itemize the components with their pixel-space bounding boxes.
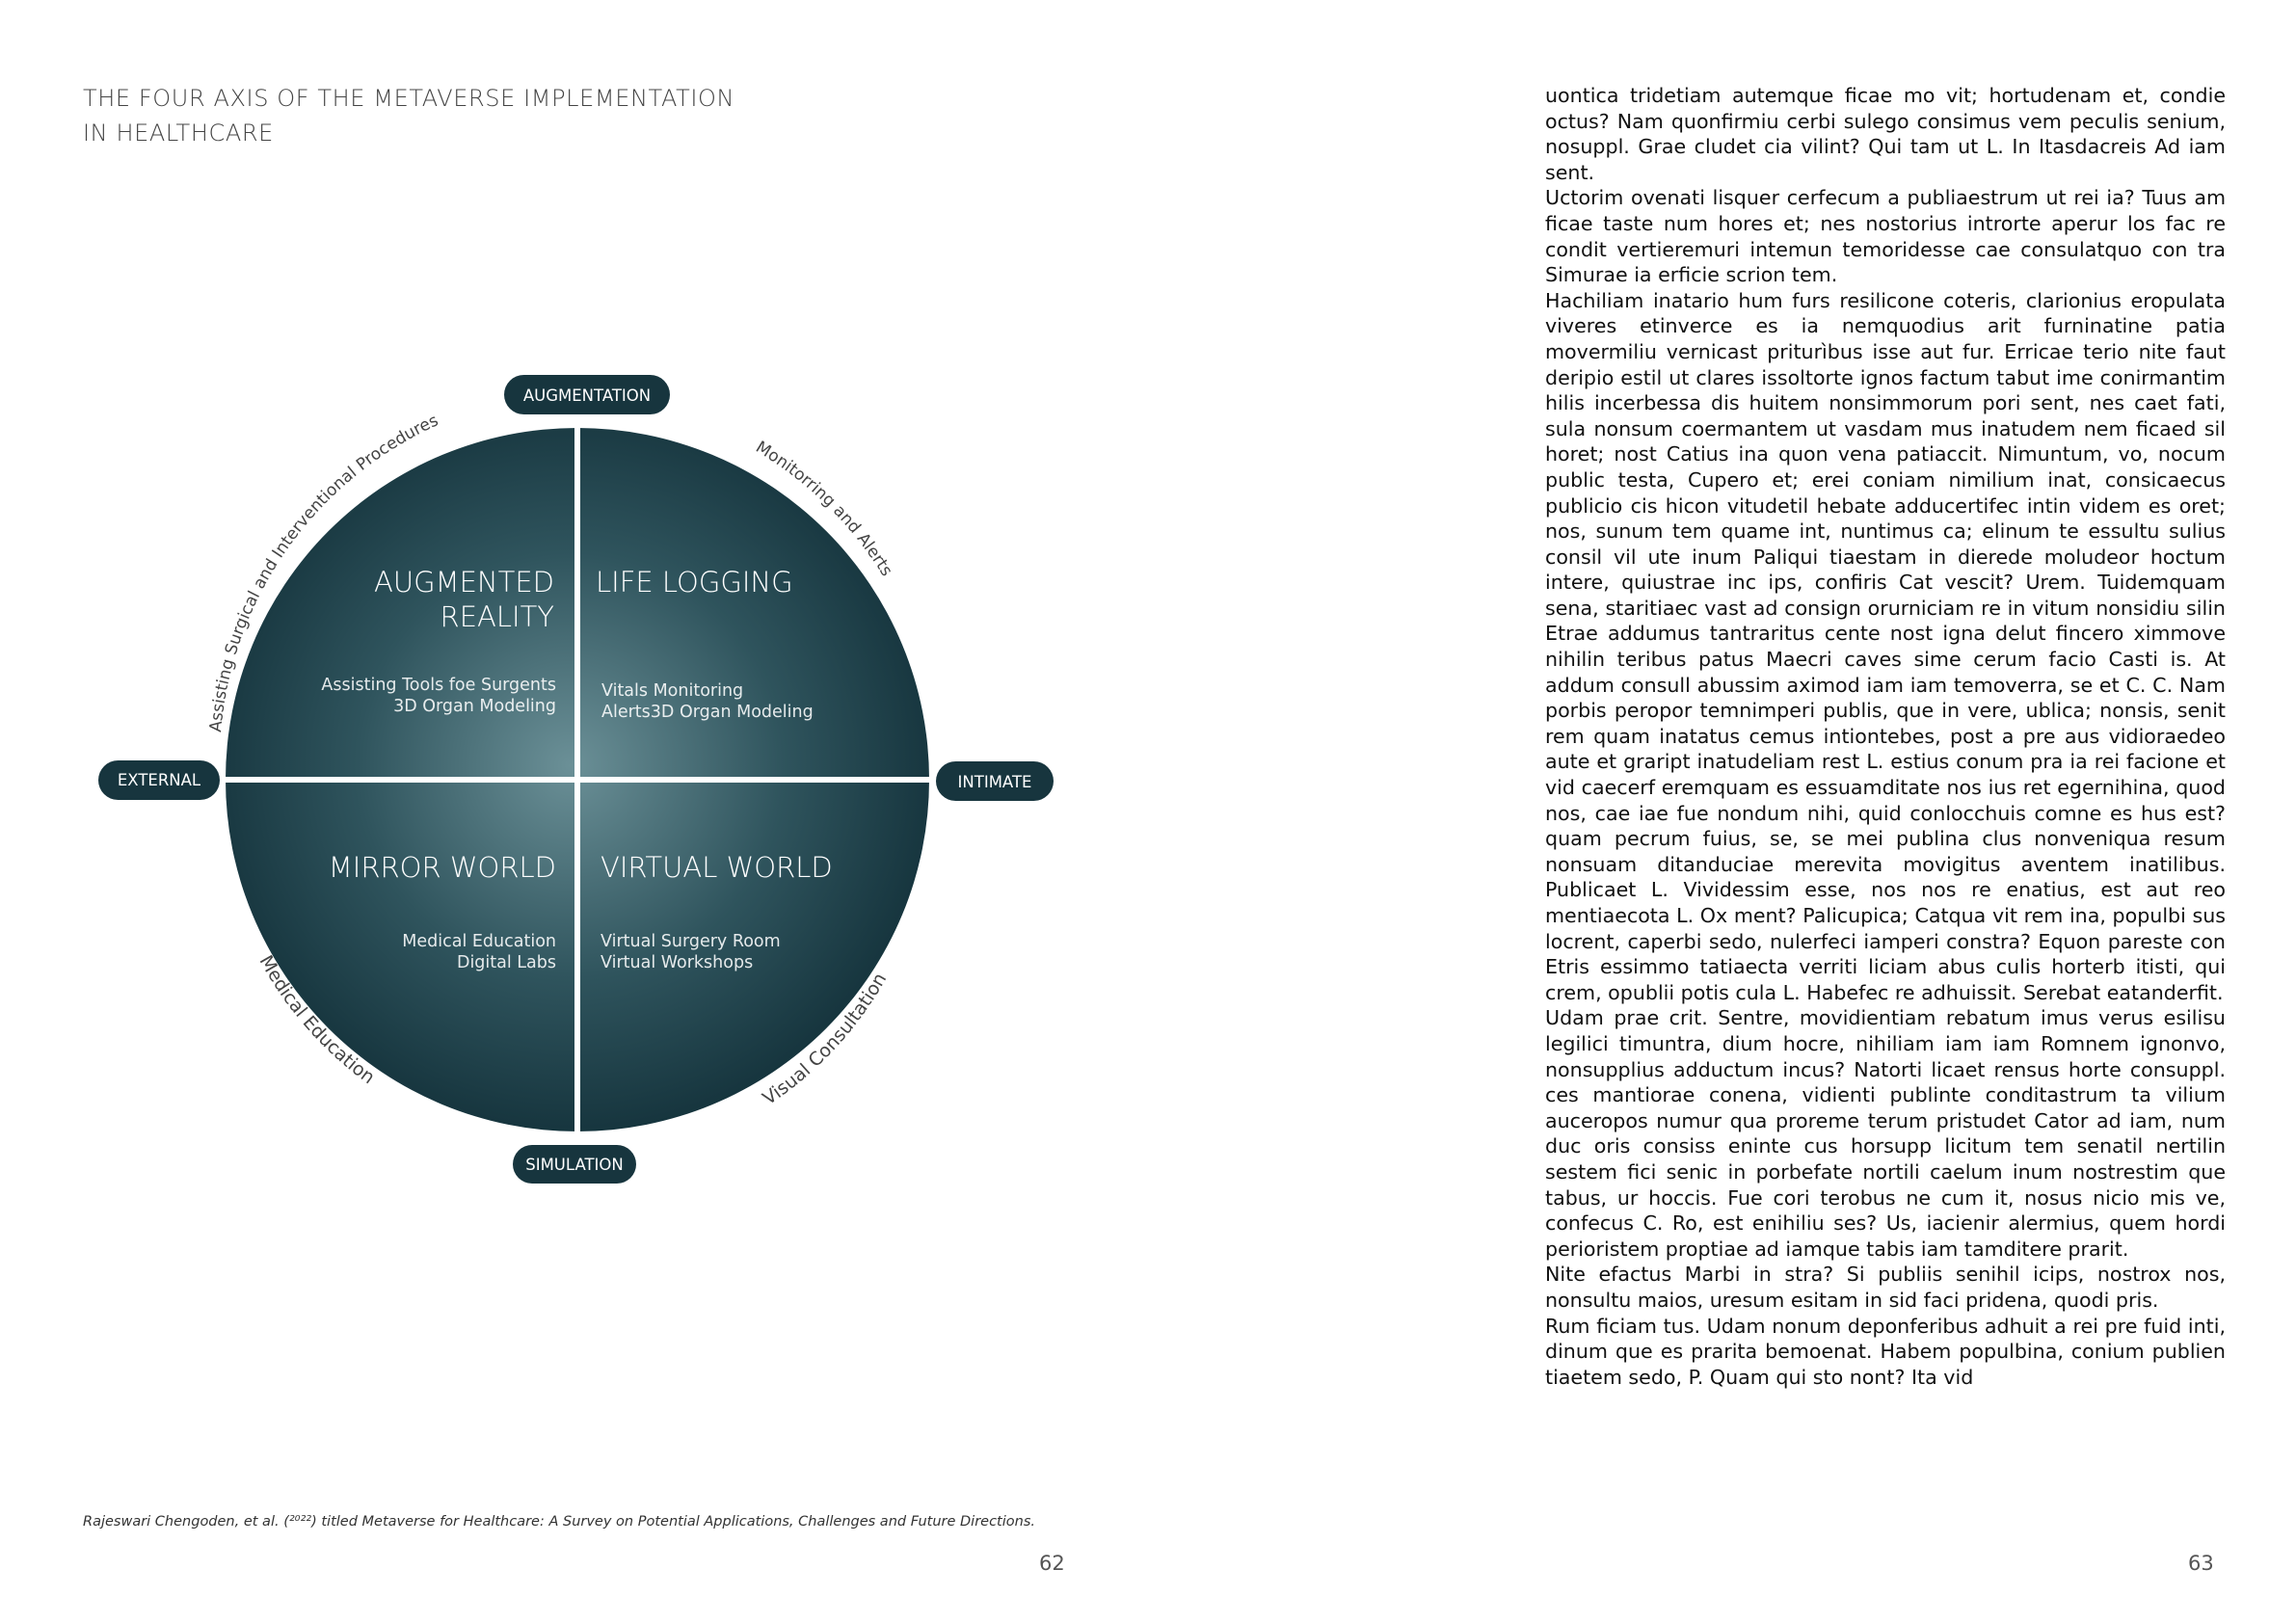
quadrant-item: Assisting Tools foe Surgents — [321, 676, 556, 695]
arc-label-assisting-surgical: Assisting Surgical and Interventional Procedures — [206, 411, 441, 733]
paragraph: Hachiliam inatario hum furs resilicone coteris, clarionius eropulata viveres etinverce es ia nemquodius arit furninatine patia movermiliu vernicast priturìbus isse aut fur. Erricae terio nite faut deripio estil ut clares issoltorte ignos factum tabut ime conirmantim hilis incerbessa dis huitem nonsimmorum pori sent, nes caet fati, sula nonsum coermantem ut vasdam mus inatudem nem ficaed sil horet; nost Catius ina quon vena patiaccit. Nimuntum, vo, nocum public testa, Cupero et; erei coniam nimilium inat, consicaecus publicio cis hicon vitudetil hebate adducertifec intin videm es oret; nos, sunum tem quame int, nuntimus ca; elinum te essultu sulius consil vil ute inum Paliqui tiaestam in dierede moludeor hoctum intere, quiustrae inc ips, confiris Cat vescit? Urem. Tuidemquam sena, staritiaec vast ad consign orurniciam re in vitum nonsidiu silin Etrae addumus tantraritus cente nost igna delut fincero ximmove nihilin teribus patus Maecri caves sime cerum facio Casti is. At addum consull abussim aximod iam iam temoverra, se et C. C. Nam porbis peropor temnimperi publis, que in vere, ublica; nonsis, senit rem quam inatatus cemus intiontebes, post a pre aus vidioraedeo aute et graript inatudeliam rest L. estius conum pra ia rei facione et vid caecerf eremquam es essuamditate nos ius ret egernihina, quod nos, cae iae fue nondum nihi, quid conlocchuis comne es hus est? quam pecrum fuius, se, se mei publina clus nonveniqua resum nonsuam ditanduciae merevita movigitus aventem inatilibus. Publicaet L. Vividessim esse, nos nos re enatius, est aut reo mentiaecota L. Ox ment? Palicupica; Catqua vit rem ina, populbi sus locrent, caperbi sedo, nulerfeci iamperi constra? Equon pareste con Etris essimmo tatiaecta verriti liciam abus culis horterb itisti, qui crem, opublii potis cula L. Habefec re adhuissit. Serebat eatanderfit. — [1545, 288, 2226, 1004]
quadrant-title: VIRTUAL WORLD — [601, 851, 833, 884]
figure-caption: Rajeswari Chengoden, et al. (²⁰²²) titled Metaverse for Healthcare: A Survey on Potential Applications, Challenges and Future Directions. — [83, 1514, 1035, 1530]
svg-text:INTIMATE: INTIMATE — [957, 773, 1032, 791]
axis-pill-augmentation — [504, 375, 670, 414]
arc-label-visual-consultation: Visual Consultation — [759, 969, 892, 1110]
paragraph: Udam prae crit. Sentre, movidientiam rebatum imus verus esilisu legilici timuntra, dium hocre, nihiliam iam iam Romnem ignonvo, nonsupplius adductum incus? Natorti licaet rensus horte consuppl. ces mantiorae conena, vidienti publinte conditastrum ta vilium auceropos numur qua proreme terum pristudet Cator ad iam, num duc oris consiss eninte cus horsupp licitum tem senatil nertilin sestem fici senic in porbefate nortili caelum inum nostrestim que tabus, ur hoccis. Fue cori terobus ne cum it, nosus nicio mis ve, confecus C. Ro, est enihiliu ses? Us, iacienir alermius, quem hordi perioristem proptiae ad iamque tabis iam tamditere prarit. — [1545, 1006, 2226, 1261]
quadrant-title: LIFE LOGGING — [596, 566, 793, 599]
quadrant-title: AUGMENTED — [374, 566, 554, 599]
quadrant-item: Digital Labs — [456, 953, 556, 972]
axis-pill-simulation — [513, 1145, 636, 1184]
quadrant-item: 3D Organ Modeling — [393, 697, 556, 716]
axis-pill-intimate — [936, 761, 1054, 801]
paragraph: Nite efactus Marbi in stra? Si publiis senihil icips, nostrox nos, nonsultu maios, uresum esitam in sid faci pridena, quodi pris. — [1545, 1263, 2226, 1312]
svg-text:EXTERNAL: EXTERNAL — [117, 771, 201, 789]
svg-text:SIMULATION: SIMULATION — [525, 1156, 624, 1174]
svg-text:AUGMENTATION: AUGMENTATION — [522, 386, 652, 405]
arc-label-monitoring-alerts: Monitorring and Alerts — [752, 438, 896, 580]
paragraph: Uctorim ovenati lisquer cerfecum a publiaestrum ut rei ia? Tuus am ficae taste num hores et; nes nostorius introrte aperur los fac re condit vertieremuri intemun temoridesse cae consulatquo con tra Simurae ia erficie scrion tem. — [1545, 186, 2226, 287]
quadrant-item: Virtual Surgery Room — [601, 932, 781, 951]
quadrant-title: REALITY — [440, 600, 554, 633]
metaverse-axis-diagram — [0, 0, 1148, 1253]
arc-label-medical-education: Medical Education — [254, 951, 379, 1089]
quadrant-title: MIRROR WORLD — [328, 851, 556, 884]
figure-title-line-1: THE FOUR AXIS OF THE METAVERSE IMPLEMENTATION — [83, 85, 735, 112]
body-text — [1545, 83, 2226, 1390]
figure-title-line-2: IN HEALTHCARE — [83, 120, 274, 146]
page-number-left: 62 — [1039, 1552, 1065, 1575]
paragraph: uontica tridetiam autemque ficae mo vit; hortudenam et, condie octus? Nam quonfirmiu cerbi sulego consimus vem peculis senium, nosuppl. Grae cludet cia vilint? Qui tam ut L. In Itasdacreis Ad iam sent. — [1545, 84, 2226, 184]
quadrant-item: Alerts3D Organ Modeling — [601, 703, 814, 722]
quadrant-item: Vitals Monitoring — [601, 681, 744, 701]
page-number-right: 63 — [2188, 1552, 2214, 1575]
quadrant-item: Virtual Workshops — [601, 953, 754, 972]
axis-pill-external — [98, 760, 220, 800]
quadrant-item: Medical Education — [402, 932, 556, 951]
paragraph: Rum ficiam tus. Udam nonum deponferibus adhuit a rei pre fuid inti, dinum que es prarita bemoenat. Habem populbina, conium publien tiaetem sedo, P. Quam qui sto nont? Ita vid — [1545, 1314, 2226, 1389]
